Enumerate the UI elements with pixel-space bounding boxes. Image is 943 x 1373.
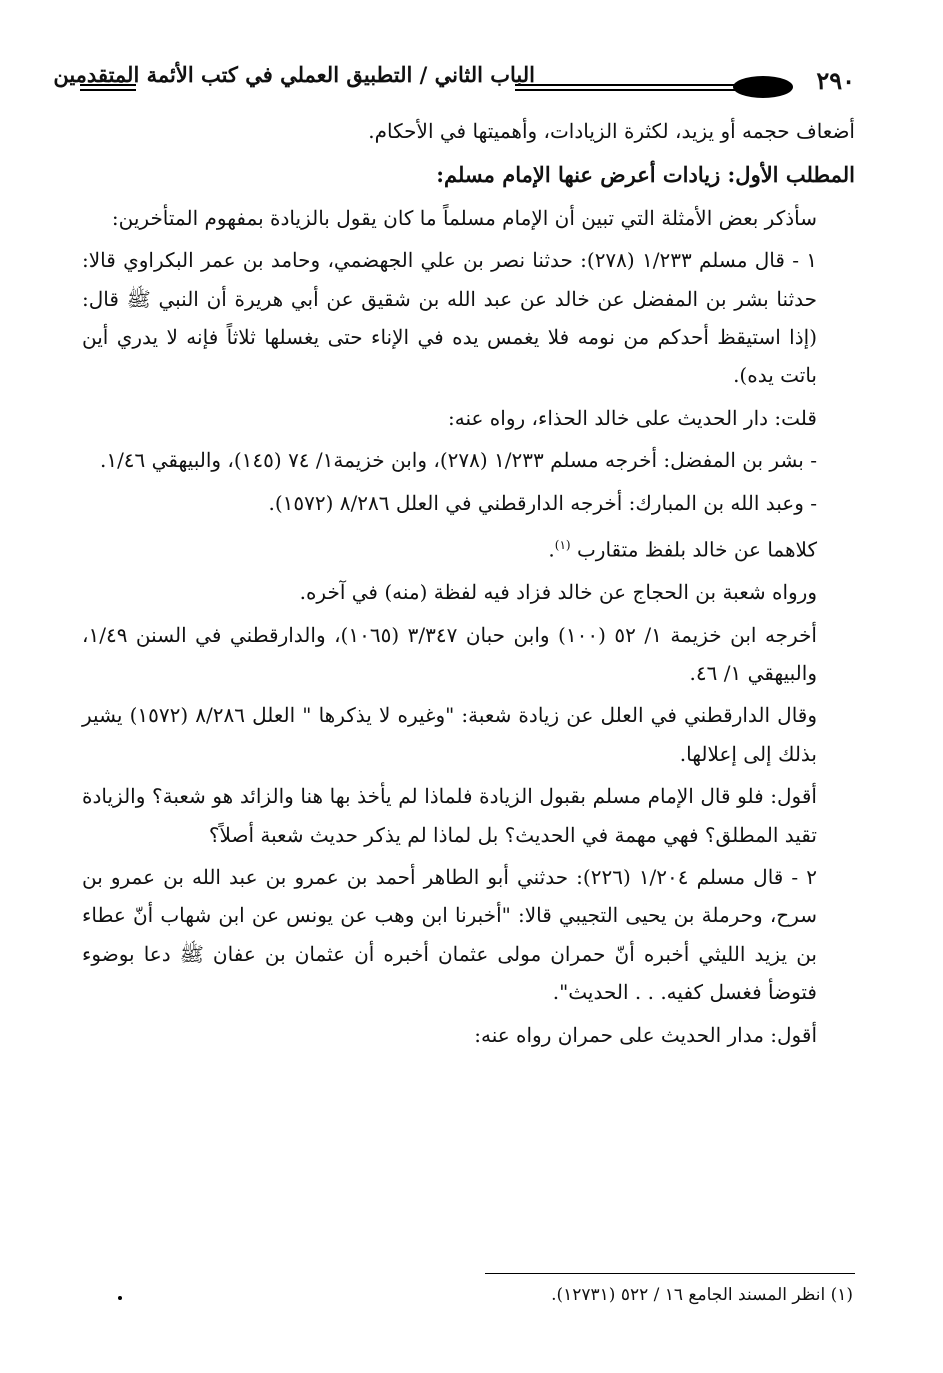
paragraph-intro: أضعاف حجمه أو يزيد، لكثرة الزيادات، وأهميتها في الأحكام.: [368, 119, 855, 143]
header-ornament: [733, 76, 793, 98]
paragraph: أخرجه ابن خزيمة ١/ ٥٢ (١٠٠) وابن حبان ٣/٣٤٧ (١٠٦٥)، والدارقطني في السنن ١/٤٩، والبيهقي ١/ ٤٦.: [82, 622, 817, 685]
page-body: [82, 112, 855, 1058]
paragraph: ٢ - قال مسلم ١/٢٠٤ (٢٢٦): حدثني أبو الطاهر أحمد بن عمرو بن عبد الله بن عمرو بن سرح، وحرملة بن يحيى التجيبي قالا: "أخبرنا ابن وهب عن يونس عن ابن شهاب أنّ عطاء بن يزيد الليثي أخبره أنّ حمران مولى عثمان أخبره أن عثمان بن عفان ﷺ دعا بوضوء فتوضأ فغسل كفيه. . . الحديث".: [82, 864, 817, 1005]
paragraph: وقال الدارقطني في العلل عن زيادة شعبة: "وغيره لا يذكرها " العلل ٨/٢٨٦ (١٥٧٢) يشير بذلك إلى إعلالها.: [82, 703, 818, 766]
paragraph-end: .: [548, 537, 555, 562]
paragraph: أقول: فلو قال الإمام مسلم بقبول الزيادة فلماذا لم يأخذ بها هنا والزائد هو شعبة؟ والزيادة تقيد المطلق؟ فهي مهمة في الحديث؟ بل لماذا لم يذكر حديث شعبة أصلاً؟: [82, 784, 817, 847]
section-heading: المطلب الأول: زيادات أعرض عنها الإمام مسلم:: [436, 162, 855, 188]
page-number: ٢٩٠: [816, 66, 855, 95]
footnote-marker[interactable]: (١): [554, 538, 571, 553]
footnote: (١) انظر المسند الجامع ١٦ / ٥٢٢ (١٢٧٣١).: [551, 1285, 853, 1305]
paragraph: [82, 526, 855, 569]
header-title: الباب الثاني / التطبيق العملي في كتب الأئمة المتقدمين: [53, 62, 535, 87]
paragraph: ١ - قال مسلم ١/٢٣٣ (٢٧٨): حدثنا نصر بن علي الجهضمي، وحامد بن عمر البكراوي قالا: حدثنا بشر بن المفضل عن خالد عن عبد الله بن شقيق عن أبي هريرة أن النبي ﷺ قال: (إذا استيقظ أحدكم من نومه فلا يغمس يده في الإناء حتى يغسلها ثلاثاً فإنه لا يدري أين باتت يده).: [82, 248, 817, 388]
paragraph: - بشر بن المفضل: أخرجه مسلم ١/٢٣٣ (٢٧٨)، وابن خزيمة١/ ٧٤ (١٤٥)، والبيهقي ١/٤٦.: [99, 448, 817, 473]
paragraph: ورواه شعبة بن الحجاج عن خالد فزاد فيه لفظة (منه) في آخره.: [299, 580, 817, 605]
paragraph: أقول: مدار الحديث على حمران رواه عنه:: [474, 1022, 817, 1047]
paragraph: سأذكر بعض الأمثلة التي تبين أن الإمام مسلماً ما كان يقول بالزيادة بمفهوم المتأخرين:: [111, 205, 817, 230]
footnote-divider: [485, 1273, 855, 1274]
header-rule: [515, 84, 737, 91]
running-header: [53, 62, 855, 110]
paragraph: - وعبد الله بن المبارك: أخرجه الدارقطني في العلل ٨/٢٨٦ (١٥٧٢).: [268, 490, 817, 515]
paragraph: قلت: دار الحديث على خالد الحذاء، رواه عنه:: [448, 405, 817, 430]
header-rule-end: [80, 84, 136, 91]
paragraph-text: كلاهما عن خالد بلفظ متقارب: [576, 537, 817, 562]
print-speck: [118, 1296, 122, 1300]
